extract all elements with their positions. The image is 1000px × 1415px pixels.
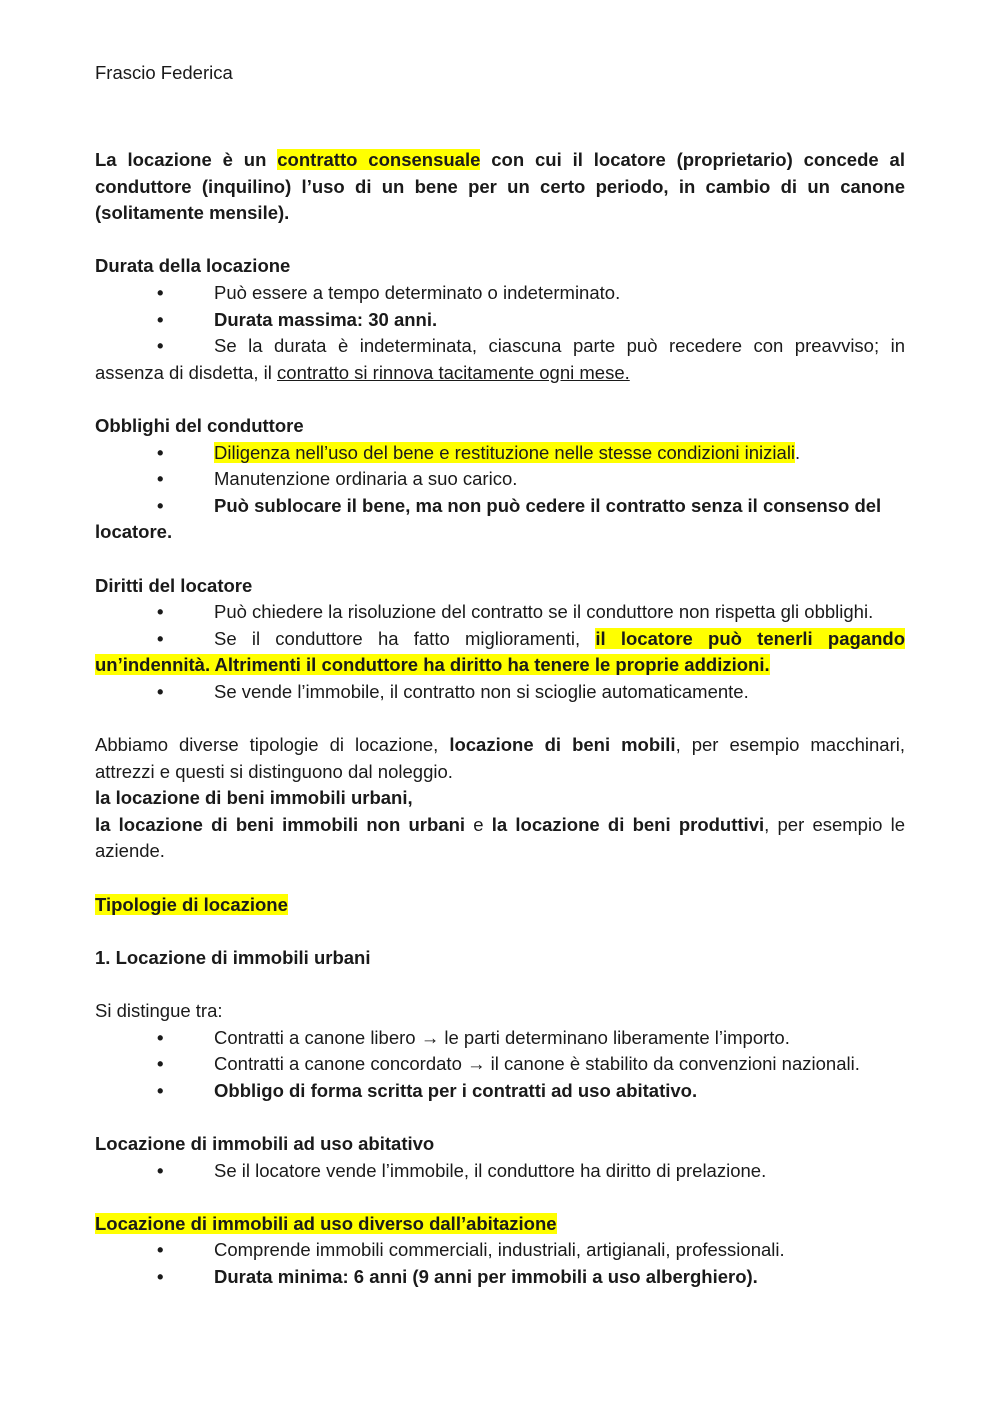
bullet-icon: •: [157, 601, 164, 623]
bullet-icon: •: [157, 1026, 164, 1048]
intro-paragraph: [95, 147, 905, 227]
urbani-bullet-3: • Obbligo di forma scritta per i contratti ad uso abitativo.: [95, 1078, 905, 1105]
durata-bullet-3: • Se la durata è indeterminata, ciascuna parte può recedere con preavviso; in assenza di disdetta, il contratto si rinnova tacitamente ogni mese.: [95, 335, 905, 383]
section-1-heading: 1. Locazione di immobili urbani: [95, 946, 371, 968]
tipologie-intro-line-2: la locazione di beni immobili urbani,: [95, 787, 413, 809]
obblighi-bullet-3: • Può sublocare il bene, ma non può cedere il contratto senza il consenso del locatore.: [95, 494, 882, 543]
obblighi-bullet-2: • Manutenzione ordinaria a suo carico.: [95, 466, 905, 493]
diritti-heading: Diritti del locatore: [95, 574, 253, 596]
abitativo-heading: Locazione di immobili ad uso abitativo: [95, 1132, 435, 1154]
diritti-bullet-3: • Se vende l’immobile, il contratto non si scioglie automaticamente.: [95, 679, 905, 706]
bullet-icon: •: [157, 1239, 164, 1261]
bullet-icon: •: [157, 1079, 164, 1101]
durata-bullet-1: • Può essere a tempo determinato o indeterminato.: [95, 280, 905, 307]
bullet-icon: •: [157, 335, 164, 357]
diverso-bullet-2: • Durata minima: 6 anni (9 anni per immobili a uso alberghiero).: [95, 1264, 905, 1291]
author-header: Frascio Federica: [95, 62, 233, 83]
intro-text-2: con cui il locatore (proprietario) concede al conduttore (inquilino) l’uso di un bene per un certo periodo, in cambio di un canone (solitamente mensile).: [95, 149, 905, 224]
bullet-icon: •: [157, 468, 164, 490]
diritti-bullet-2: • Se il conduttore ha fatto miglioramenti, il locatore può tenerli pagando un’indennità. Altrimenti il conduttore ha diritto ha tenere le proprie addizioni.: [95, 627, 905, 676]
distingue-text: Si distingue tra:: [95, 1000, 223, 1021]
document-body: [95, 147, 905, 1291]
durata-heading: Durata della locazione: [95, 255, 291, 277]
diritti-bullet-1: • Può chiedere la risoluzione del contratto se il conduttore non rispetta gli obblighi.: [95, 599, 905, 626]
diverso-heading: Locazione di immobili ad uso diverso dall’abitazione: [95, 1212, 557, 1234]
bullet-icon: •: [157, 308, 164, 330]
tipologie-intro-paragraph: Abbiamo diverse tipologie di locazione, locazione di beni mobili, per esempio macchinari, attrezzi e questi si distinguono dal noleggio.: [95, 734, 905, 782]
bullet-icon: •: [157, 494, 164, 516]
obblighi-bullet-1: • Diligenza nell’uso del bene e restituzione nelle stesse condizioni iniziali.: [95, 440, 905, 467]
bullet-icon: •: [157, 1159, 164, 1181]
intro-highlight: contratto consensuale: [277, 149, 481, 170]
diverso-bullet-1: • Comprende immobili commerciali, industriali, artigianali, professionali.: [95, 1237, 905, 1264]
urbani-bullet-1: • Contratti a canone libero → le parti determinano liberamente l’importo.: [95, 1025, 905, 1052]
abitativo-bullet-1: • Se il locatore vende l’immobile, il conduttore ha diritto di prelazione.: [95, 1158, 905, 1185]
intro-text-1: La locazione è un: [95, 149, 278, 170]
durata-bullet-2: • Durata massima: 30 anni.: [95, 307, 905, 334]
bullet-icon: •: [157, 1265, 164, 1287]
bullet-icon: •: [157, 680, 164, 702]
bullet-icon: •: [157, 627, 164, 649]
bullet-icon: •: [157, 281, 164, 303]
bullet-icon: •: [157, 441, 164, 463]
bullet-icon: •: [157, 1053, 164, 1075]
tipologie-intro-line-3: la locazione di beni immobili non urbani e la locazione di beni produttivi, per esempio le aziende.: [95, 813, 905, 862]
urbani-bullet-2: • Contratti a canone concordato → il canone è stabilito da convenzioni nazionali.: [95, 1051, 905, 1078]
obblighi-heading: Obblighi del conduttore: [95, 414, 304, 436]
tipologie-heading: Tipologie di locazione: [95, 893, 288, 915]
